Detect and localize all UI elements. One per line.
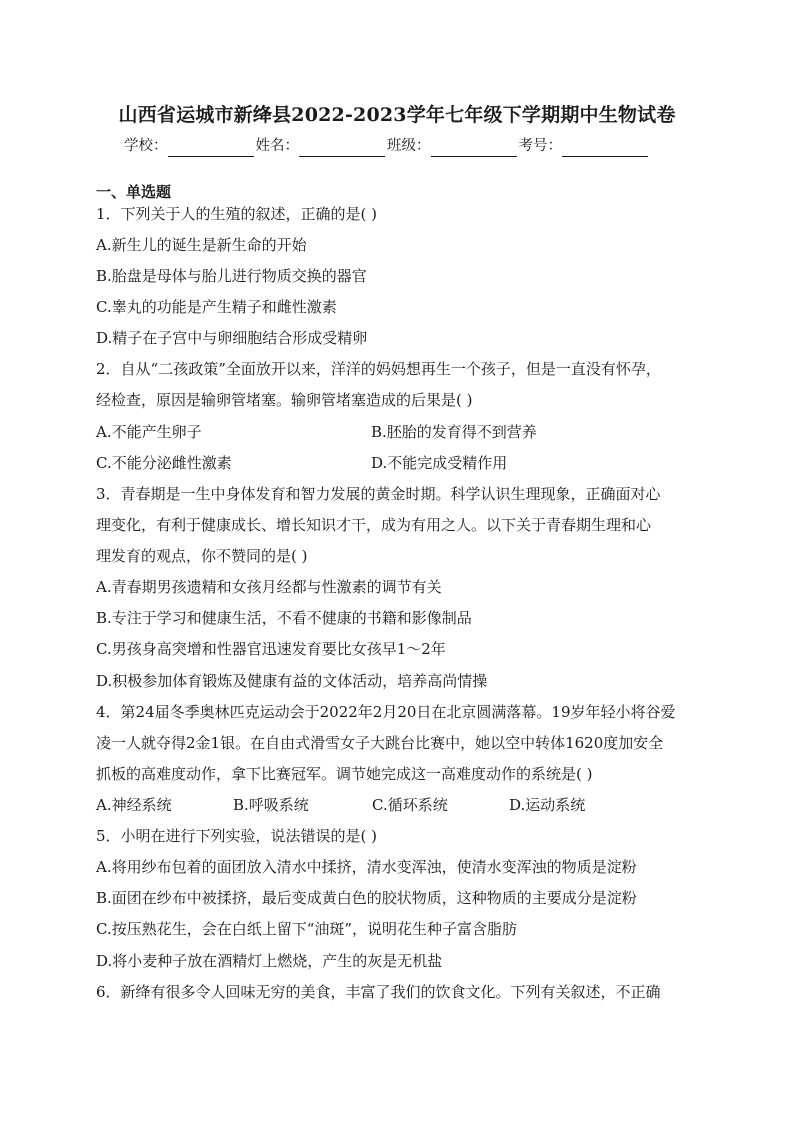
student-info-row xyxy=(124,135,650,157)
question-stem: 理发育的观点，你不赞同的是( ) xyxy=(96,547,308,565)
answer-option: A.青春期男孩遗精和女孩月经都与性激素的调节有关 xyxy=(96,578,442,596)
question-stem: 抓板的高难度动作，拿下比赛冠军。调节她完成这一高难度动作的系统是( ) xyxy=(96,765,593,783)
school-label: 学校： xyxy=(124,138,168,154)
answer-option: B.专注于学习和健康生活，不看不健康的书籍和影像制品 xyxy=(96,609,472,627)
answer-option: C.循环系统 xyxy=(372,796,448,814)
answer-option: C.不能分泌雌性激素 xyxy=(96,454,232,472)
answer-option: C.按压熟花生，会在白纸上留下“油斑”，说明花生种子富含脂肪 xyxy=(96,920,518,938)
answer-option: C.男孩身高突增和性器官迅速发育要比女孩早1～2年 xyxy=(96,640,446,658)
exam-no-label: 考号： xyxy=(518,138,562,154)
answer-option: A.不能产生卵子 xyxy=(96,423,202,441)
answer-option: A.新生儿的诞生是新生命的开始 xyxy=(96,236,307,254)
answer-option: D.积极参加体育锻炼及健康有益的文体活动，培养高尚情操 xyxy=(96,672,488,690)
exam-no-blank xyxy=(562,140,648,157)
answer-option: B.面团在纱布中被揉挤，最后变成黄白色的胶状物质，这种物质的主要成分是淀粉 xyxy=(96,889,637,907)
answer-option: B.胚胎的发育得不到营养 xyxy=(371,423,537,441)
answer-option: D.运动系统 xyxy=(509,796,586,814)
question-stem: 6．新绛有很多令人回味无穷的美食，丰富了我们的饮食文化。下列有关叙述，不正确 xyxy=(96,983,661,1001)
section-title: 一、单选题 xyxy=(96,183,172,201)
answer-option: B.胎盘是母体与胎儿进行物质交换的器官 xyxy=(96,267,367,285)
answer-option: A.将用纱布包着的面团放入清水中揉挤，清水变浑浊，使清水变浑浊的物质是淀粉 xyxy=(96,858,637,876)
question-stem: 凌一人就夺得2金1银。在自由式滑雪女子大跳台比赛中，她以空中转体1620度加安全 xyxy=(96,734,664,752)
answer-option: C.睾丸的功能是产生精子和雌性激素 xyxy=(96,298,337,316)
answer-option: D.将小麦种子放在酒精灯上燃烧，产生的灰是无机盐 xyxy=(96,952,443,970)
name-blank xyxy=(299,140,385,157)
answer-option: D.不能完成受精作用 xyxy=(371,454,508,472)
class-blank xyxy=(431,140,517,157)
class-label: 班级： xyxy=(387,138,431,154)
answer-option: D.精子在子宫中与卵细胞结合形成受精卵 xyxy=(96,329,368,347)
question-stem: 3．青春期是一生中身体发育和智力发展的黄金时期。科学认识生理现象，正确面对心 xyxy=(96,485,661,503)
school-blank xyxy=(168,140,254,157)
question-stem: 理变化，有利于健康成长、增长知识才干，成为有用之人。以下关于青春期生理和心 xyxy=(96,516,652,534)
answer-option: B.呼吸系统 xyxy=(233,796,309,814)
question-stem: 经检查，原因是输卵管堵塞。输卵管堵塞造成的后果是( ) xyxy=(96,391,473,409)
exam-title: 山西省运城市新绛县2022-2023学年七年级下学期期中生物试卷 xyxy=(118,104,676,126)
question-stem: 1．下列关于人的生殖的叙述，正确的是( ) xyxy=(96,205,378,223)
question-stem: 4．第24届冬季奥林匹克运动会于2022年2月20日在北京圆满落幕。19岁年轻小将谷爱 xyxy=(96,703,676,721)
question-stem: 5．小明在进行下列实验，说法错误的是( ) xyxy=(96,827,378,845)
question-stem: 2．自从“二孩政策”全面放开以来，洋洋的妈妈想再生一个孩子，但是一直没有怀孕， xyxy=(96,360,661,378)
name-label: 姓名： xyxy=(255,138,299,154)
answer-option: A.神经系统 xyxy=(96,796,172,814)
